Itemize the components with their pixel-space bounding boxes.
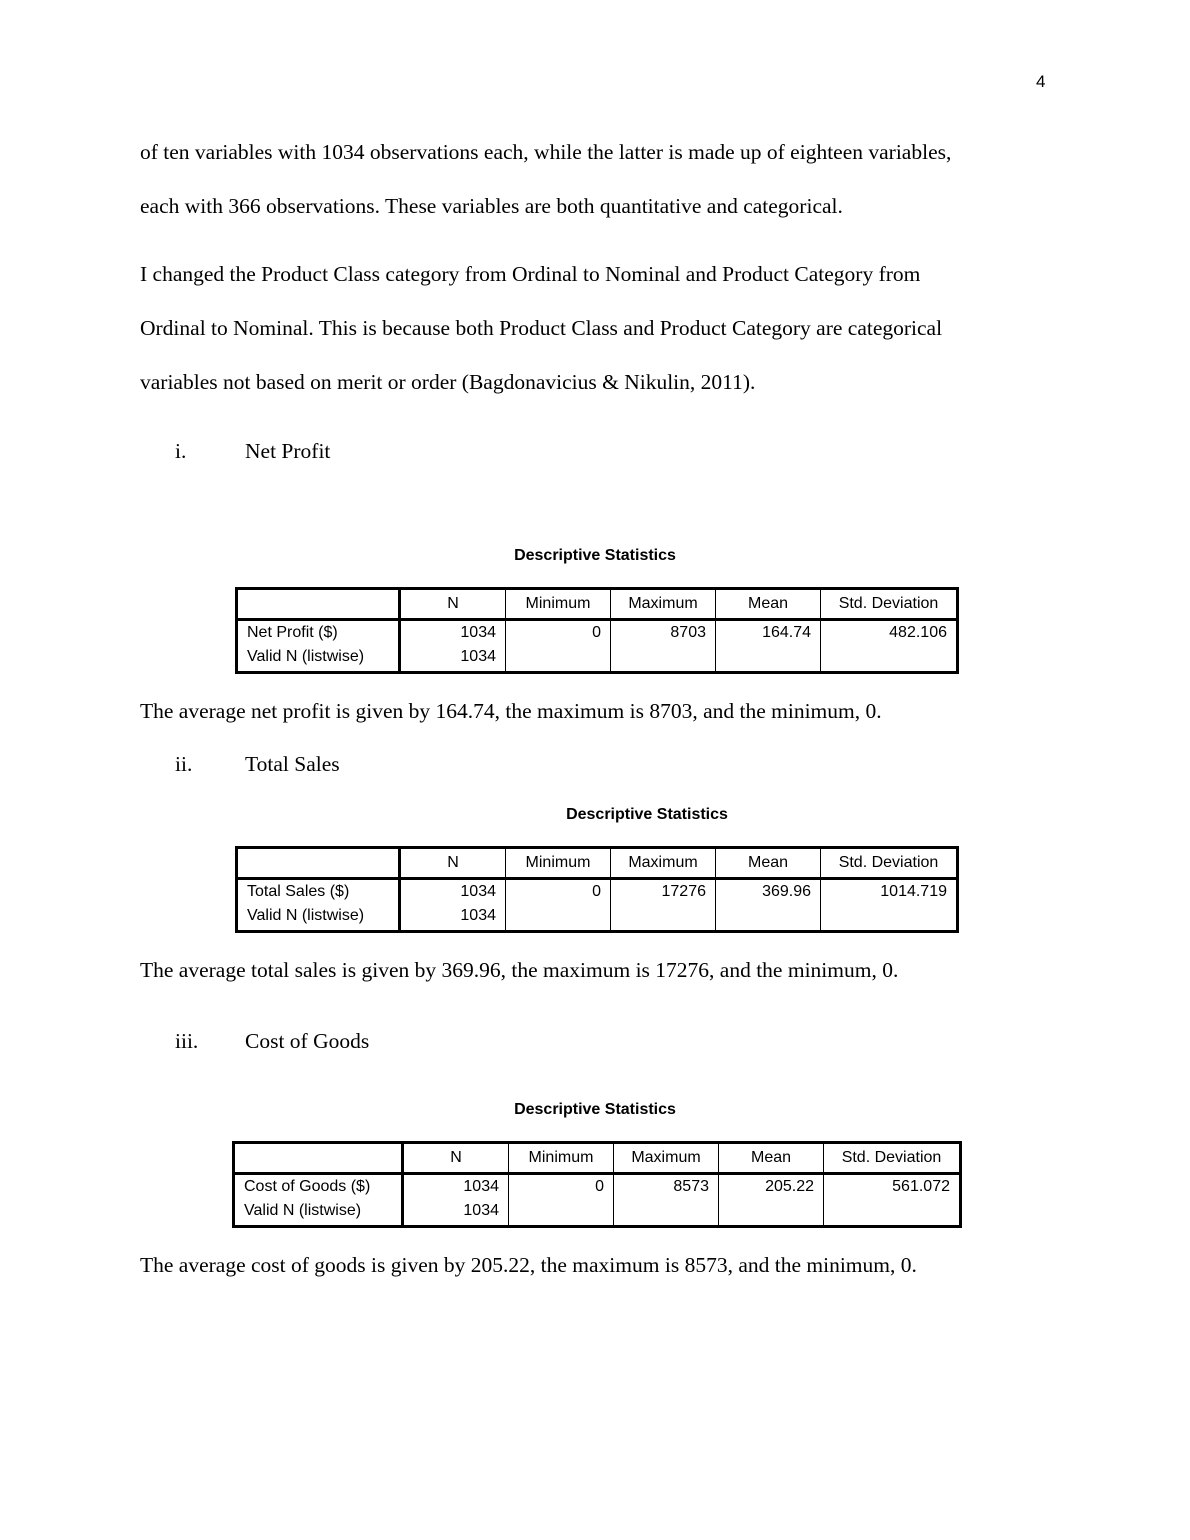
column-header: Minimum bbox=[509, 1143, 614, 1174]
cell-std-deviation: 561.072 bbox=[824, 1174, 961, 1200]
cell-n: 1034 bbox=[403, 1174, 509, 1200]
descriptive-statistics-table bbox=[232, 1141, 962, 1228]
cell-n: 1034 bbox=[400, 879, 506, 905]
row-label: Valid N (listwise) bbox=[237, 904, 400, 932]
table-header-row bbox=[237, 848, 958, 879]
cell-empty bbox=[824, 1199, 961, 1227]
cell-empty bbox=[716, 645, 821, 673]
cell-n: 1034 bbox=[403, 1199, 509, 1227]
list-heading: Net Profit bbox=[245, 439, 331, 463]
section-heading-net-profit bbox=[175, 439, 330, 464]
descriptive-statistics-table bbox=[235, 587, 959, 674]
cell-empty bbox=[821, 645, 958, 673]
table-title: Descriptive Statistics bbox=[514, 547, 676, 564]
paragraph-2-line-1: I changed the Product Class category from Ordinal to Nominal and Product Category from bbox=[140, 262, 921, 286]
cell-std-deviation: 482.106 bbox=[821, 620, 958, 646]
page-number: 4 bbox=[1036, 72, 1046, 91]
cell-minimum: 0 bbox=[506, 879, 611, 905]
table-row bbox=[237, 879, 958, 905]
cell-empty bbox=[614, 1199, 719, 1227]
row-label: Valid N (listwise) bbox=[237, 645, 400, 673]
column-header: Minimum bbox=[506, 589, 611, 620]
intro-line-1: of ten variables with 1034 observations each, while the latter is made up of eighteen variables, bbox=[140, 140, 952, 164]
list-heading: Cost of Goods bbox=[245, 1029, 370, 1053]
cell-std-deviation: 1014.719 bbox=[821, 879, 958, 905]
row-label: Cost of Goods ($) bbox=[234, 1174, 403, 1200]
table-row bbox=[237, 904, 958, 932]
column-header: Maximum bbox=[611, 589, 716, 620]
intro-line-2: each with 366 observations. These variables are both quantitative and categorical. bbox=[140, 194, 843, 218]
column-header: Std. Deviation bbox=[821, 848, 958, 879]
cell-mean: 369.96 bbox=[716, 879, 821, 905]
row-label: Total Sales ($) bbox=[237, 879, 400, 905]
table-row bbox=[234, 1199, 961, 1227]
cell-maximum: 8703 bbox=[611, 620, 716, 646]
column-header: Maximum bbox=[614, 1143, 719, 1174]
table-corner bbox=[237, 589, 400, 620]
table-title: Descriptive Statistics bbox=[566, 806, 728, 823]
table-corner bbox=[237, 848, 400, 879]
cell-empty bbox=[716, 904, 821, 932]
cell-empty bbox=[719, 1199, 824, 1227]
table-row bbox=[237, 620, 958, 646]
column-header: Std. Deviation bbox=[824, 1143, 961, 1174]
summary-total-sales: The average total sales is given by 369.96, the maximum is 17276, and the minimum, 0. bbox=[140, 958, 899, 982]
table-corner bbox=[234, 1143, 403, 1174]
column-header: N bbox=[403, 1143, 509, 1174]
cell-empty bbox=[611, 645, 716, 673]
row-label: Valid N (listwise) bbox=[234, 1199, 403, 1227]
table-header-row bbox=[234, 1143, 961, 1174]
cell-empty bbox=[509, 1199, 614, 1227]
row-label: Net Profit ($) bbox=[237, 620, 400, 646]
cell-empty bbox=[506, 904, 611, 932]
cell-n: 1034 bbox=[400, 904, 506, 932]
section-heading-cost-of-goods bbox=[175, 1029, 369, 1054]
cell-n: 1034 bbox=[400, 620, 506, 646]
paragraph-2-line-2: Ordinal to Nominal. This is because both Product Class and Product Category are categorical bbox=[140, 316, 943, 340]
list-number: ii. bbox=[175, 752, 193, 776]
descriptive-statistics-table bbox=[235, 846, 959, 933]
summary-net-profit: The average net profit is given by 164.74, the maximum is 8703, and the minimum, 0. bbox=[140, 699, 882, 723]
cell-mean: 205.22 bbox=[719, 1174, 824, 1200]
cell-empty bbox=[821, 904, 958, 932]
cell-maximum: 17276 bbox=[611, 879, 716, 905]
cell-minimum: 0 bbox=[506, 620, 611, 646]
list-heading: Total Sales bbox=[245, 752, 340, 776]
cell-n: 1034 bbox=[400, 645, 506, 673]
table-header-row bbox=[237, 589, 958, 620]
column-header: Maximum bbox=[611, 848, 716, 879]
cell-maximum: 8573 bbox=[614, 1174, 719, 1200]
column-header: Minimum bbox=[506, 848, 611, 879]
cell-empty bbox=[611, 904, 716, 932]
column-header: Std. Deviation bbox=[821, 589, 958, 620]
cell-mean: 164.74 bbox=[716, 620, 821, 646]
table-row bbox=[234, 1174, 961, 1200]
column-header: N bbox=[400, 589, 506, 620]
column-header: Mean bbox=[716, 589, 821, 620]
cell-minimum: 0 bbox=[509, 1174, 614, 1200]
column-header: Mean bbox=[716, 848, 821, 879]
column-header: Mean bbox=[719, 1143, 824, 1174]
table-row bbox=[237, 645, 958, 673]
list-number: iii. bbox=[175, 1029, 199, 1053]
list-number: i. bbox=[175, 439, 187, 463]
column-header: N bbox=[400, 848, 506, 879]
paragraph-2-line-3: variables not based on merit or order (Bagdonavicius & Nikulin, 2011). bbox=[140, 370, 756, 394]
table-title: Descriptive Statistics bbox=[514, 1101, 676, 1118]
cell-empty bbox=[506, 645, 611, 673]
summary-cost-of-goods: The average cost of goods is given by 205.22, the maximum is 8573, and the minimum, 0. bbox=[140, 1253, 917, 1277]
section-heading-total-sales bbox=[175, 752, 340, 777]
